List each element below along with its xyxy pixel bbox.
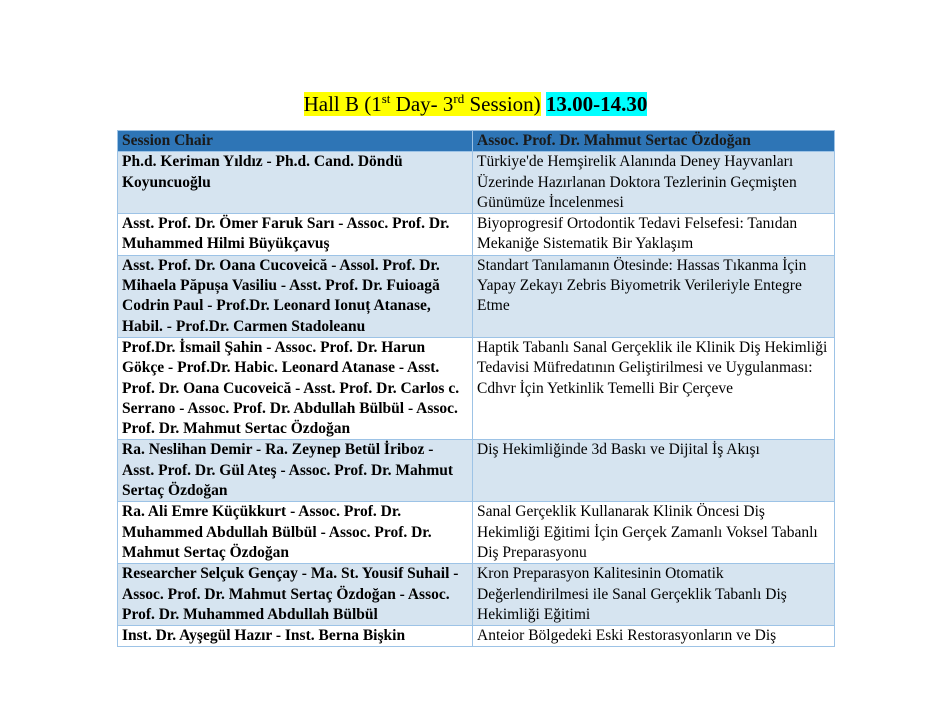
table-row — [118, 440, 835, 502]
table-row — [118, 214, 835, 256]
authors-cell: Asst. Prof. Dr. Ömer Faruk Sarı - Assoc. Prof. Dr. Muhammed Hilmi Büyükçavuş — [118, 214, 473, 256]
presentation-title-cell: Türkiye'de Hemşirelik Alanında Deney Hayvanları Üzerinde Hazırlanan Doktora Tezlerinin Geçmişten Günümüze İncelenmesi — [473, 152, 835, 214]
authors-cell: Ph.d. Keriman Yıldız - Ph.d. Cand. Döndü Koyuncuoğlu — [118, 152, 473, 214]
table-row — [118, 255, 835, 337]
authors-cell: Inst. Dr. Ayşegül Hazır - Inst. Berna Bişkin — [118, 626, 473, 647]
table-row — [118, 337, 835, 439]
presentation-title-cell: Haptik Tabanlı Sanal Gerçeklik ile Klinik Diş Hekimliği Tedavisi Müfredatının Geliştirilmesi ve Uygulanması: Cdhvr İçin Yetkinlik Temelli Bir Çerçeve — [473, 337, 835, 439]
authors-cell: Ra. Ali Emre Küçükkurt - Assoc. Prof. Dr. Muhammed Abdullah Bülbül - Assoc. Prof. Dr. Mahmut Sertaç Özdoğan — [118, 502, 473, 564]
authors-cell: Ra. Neslihan Demir - Ra. Zeynep Betül İriboz - Asst. Prof. Dr. Gül Ateş - Assoc. Prof. Dr. Mahmut Sertaç Özdoğan — [118, 440, 473, 502]
presentation-title-cell: Kron Preparasyon Kalitesinin Otomatik Değerlendirilmesi ile Sanal Gerçeklik Tabanlı Diş Hekimliği Eğitimi — [473, 564, 835, 626]
presentation-title-cell: Standart Tanılamanın Ötesinde: Hassas Tıkanma İçin Yapay Zekayı Zebris Biyometrik Verileriyle Entegre Etme — [473, 255, 835, 337]
table-row — [118, 152, 835, 214]
session-time: 13.00-14.30 — [545, 92, 648, 116]
presentation-title-cell: Sanal Gerçeklik Kullanarak Klinik Öncesi Diş Hekimliği Eğitimi İçin Gerçek Zamanlı Voksel Tabanlı Diş Preparasyonu — [473, 502, 835, 564]
table-row — [118, 626, 835, 647]
session-chair-label: Session Chair — [118, 131, 473, 152]
authors-cell: Asst. Prof. Dr. Oana Cucoveică - Assol. Prof. Dr. Mihaela Păpușa Vasiliu - Asst. Prof. Dr. Fuioagă Codrin Paul - Prof.Dr. Leonard Ionuț Atanase, Habil. - Prof.Dr. Carmen Stadoleanu — [118, 255, 473, 337]
authors-cell: Researcher Selçuk Gençay - Ma. St. Yousif Suhail - Assoc. Prof. Dr. Mahmut Sertaç Özdoğan - Assoc. Prof. Dr. Muhammed Abdullah Bülbül — [118, 564, 473, 626]
authors-cell: Prof.Dr. İsmail Şahin - Assoc. Prof. Dr. Harun Gökçe - Prof.Dr. Habic. Leonard Atanase - Asst. Prof. Dr. Oana Cucoveică - Asst. Prof. Dr. Carlos c. Serrano - Assoc. Prof. Dr. Abdullah Bülbül - Assoc. Prof. Dr. Mahmut Sertac Özdoğan — [118, 337, 473, 439]
presentation-title-cell: Diş Hekimliğinde 3d Baskı ve Dijital İş Akışı — [473, 440, 835, 502]
session-table — [117, 130, 835, 647]
table-row — [118, 502, 835, 564]
hall-session-label: Hall B (1st Day- 3rd Session) — [303, 91, 541, 116]
table-row — [118, 564, 835, 626]
presentation-title-cell: Biyoprogresif Ortodontik Tedavi Felsefesi: Tanıdan Mekaniğe Sistematik Bir Yaklaşım — [473, 214, 835, 256]
session-title — [0, 85, 951, 118]
table-header-row — [118, 131, 835, 152]
session-chair-name: Assoc. Prof. Dr. Mahmut Sertac Özdoğan — [473, 131, 835, 152]
presentation-title-cell: Anteior Bölgedeki Eski Restorasyonların ve Diş — [473, 626, 835, 647]
